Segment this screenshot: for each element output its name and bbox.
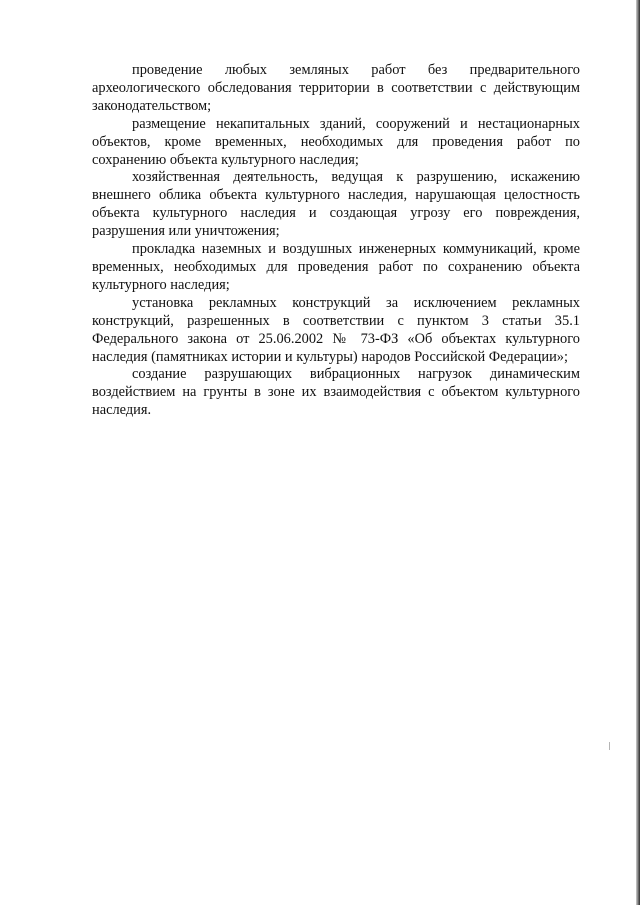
paragraph-vibration-loads: создание разрушающих вибрационных нагрузок динамическим воздействием на грунты в зоне их взаимодействия с объектом культурного наследия. — [92, 366, 580, 419]
paragraph-utilities: прокладка наземных и воздушных инженерных коммуникаций, кроме временных, необходимых для проведения работ по сохранению объекта культурного наследия; — [92, 241, 580, 293]
paragraph-economic-activity: хозяйственная деятельность, ведущая к разрушению, искажению внешнего облика объекта культурного наследия, нарушающая целостность объекта культурного наследия и создающая угрозу его повреждения, разрушения или уничтожения; — [92, 169, 580, 240]
scan-artifact — [609, 742, 610, 750]
document-body — [92, 62, 580, 420]
page-edge-shadow — [636, 0, 640, 905]
paragraph-non-capital-buildings: размещение некапитальных зданий, сооружений и нестационарных объектов, кроме временных, необходимых для проведения работ по сохранению объекта культурного наследия; — [92, 115, 580, 168]
paragraph-advertising: установка рекламных конструкций за исключением рекламных конструкций, разрешенных в соответствии с пунктом 3 статьи 35.1 Федерального закона от 25.06.2002 № 73-ФЗ «Об объектах культурного наследия (памятниках истории и культуры) народов Российской Федерации»; — [92, 294, 580, 365]
paragraph-earthworks: проведение любых земляных работ без предварительного археологического обследования территории в соответствии с действующим законодательством; — [92, 62, 580, 114]
